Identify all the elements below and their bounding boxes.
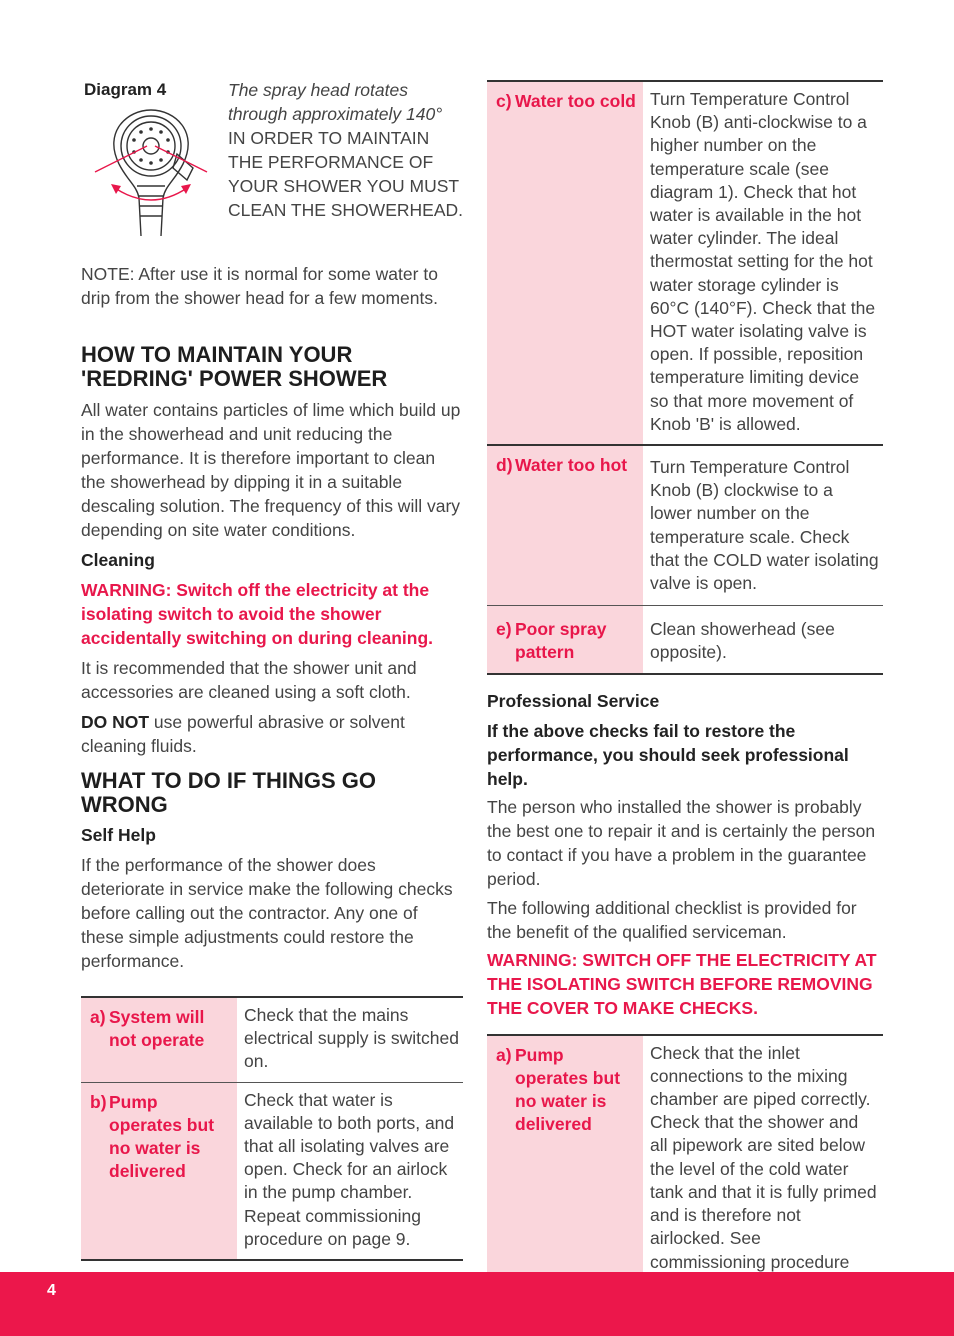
page-footer: [0, 1272, 954, 1336]
issue-label: Pump operates but no water is delivered: [515, 1044, 621, 1135]
table-row: [487, 1035, 883, 1306]
table-row: [487, 606, 883, 674]
fix-cell: Check that the mains electrical supply is switched on.: [244, 1005, 459, 1072]
issue-letter: a): [496, 1044, 512, 1065]
issue-letter: a): [90, 1007, 106, 1027]
issue-label: Water too hot: [515, 455, 628, 476]
issue-cell: [487, 606, 643, 674]
fix-cell: Check that water is available to both ports, and that all isolating valves are open. Check for an airlock in the pump chamber. Repeat commissioning procedure on page 9.: [244, 1089, 455, 1249]
issue-letter: e): [496, 619, 512, 640]
maintain-intro: All water contains particles of lime which build up in the showerhead and unit reducing the performance. It is therefore important to clean the showerhead by dipping it in a suitable descaling solution. The frequency of this will vary depending on site water conditions.: [81, 400, 461, 540]
issue-cell: [81, 997, 237, 1082]
professional-text-1: The person who installed the shower is probably the best one to repair it and is certainly the person to contact if you have a problem in the guarantee period.: [487, 796, 876, 889]
fix-cell: Check that the inlet connections to the mixing chamber are piped correctly. Check that the shower and all pipework are sited below the level of the cold water tank and that it is fully primed and is therefore not airlocked. See commissioning procedure: [650, 1042, 877, 1272]
table-row: [487, 445, 883, 606]
left-column: [81, 78, 463, 1261]
professional-text-2: The following additional checklist is provided for the benefit of the qualified serviceman.: [487, 897, 857, 942]
table-row: [81, 1082, 463, 1260]
issue-label: System will not operate: [109, 1007, 205, 1051]
service-table: [487, 1034, 883, 1307]
diagram-caption: The spray head rotates through approximately 140°: [228, 80, 443, 124]
self-help-text: If the performance of the shower does deteriorate in service make the following checks before calling out the contractor. Any one of these simple adjustments could restore the performance.: [81, 855, 453, 971]
wrong-heading: WHAT TO DO IF THINGS GO WRONG: [81, 768, 376, 817]
note-text: NOTE: After use it is normal for some water to drip from the shower head for a few moments.: [81, 264, 438, 308]
issue-cell: [81, 1082, 237, 1260]
professional-bold-text: If the above checks fail to restore the performance, you should seek professional help.: [487, 720, 849, 789]
issue-letter: c): [496, 91, 512, 111]
right-column: [487, 80, 883, 1307]
showerhead-diagram-icon: [89, 106, 215, 238]
diagram-4: [81, 78, 463, 238]
issue-letter: b): [90, 1091, 107, 1112]
self-help-heading: Self Help: [81, 825, 156, 845]
fix-cell: Turn Temperature Control Knob (B) clockwise to a lower number on the temperature scale. Check that the COLD water isolating valve is open.: [650, 457, 879, 594]
issue-label: Water too cold: [515, 91, 636, 111]
issue-cell: [487, 81, 643, 445]
do-not-rest: use powerful abrasive or solvent cleaning fluids.: [81, 712, 405, 756]
issue-letter: d): [496, 455, 513, 476]
maintain-heading: HOW TO MAINTAIN YOUR 'REDRING' POWER SHOWER: [81, 342, 388, 391]
table-row: [81, 997, 463, 1082]
table-row: [487, 81, 883, 445]
page-number: 4: [47, 1282, 56, 1299]
cleaning-warning: WARNING: Switch off the electricity at the isolating switch to avoid the shower accidentally switching on during cleaning.: [81, 580, 433, 648]
issue-cell: [487, 445, 643, 606]
fix-cell: Turn Temperature Control Knob (B) anti-clockwise to a higher number on the temperature scale (see diagram 1). Check that hot water is available in the hot water cylinder. The ideal thermostat setting for the hot water storage cylinder is 60°C (140°F). Check that the HOT water isolating valve is open. If possible, reposition temperature limiting device so that more movement of Knob 'B' is allowed.: [650, 89, 876, 434]
diagram-figure: [81, 78, 228, 238]
diagram-label: Diagram 4: [84, 80, 167, 99]
diagram-text: [228, 78, 463, 238]
professional-heading: Professional Service: [487, 690, 660, 711]
do-not-text: [81, 710, 463, 758]
self-help-table: [81, 996, 463, 1261]
diagram-instruction: IN ORDER TO MAINTAIN THE PERFORMANCE OF YOUR SHOWER YOU MUST CLEAN THE SHOWERHEAD.: [228, 128, 463, 220]
cleaning-heading: Cleaning: [81, 550, 155, 570]
issue-label: Pump operates but no water is delivered: [109, 1091, 215, 1182]
issue-label: Poor spray pattern: [515, 619, 607, 663]
do-not-label: DO NOT: [81, 712, 150, 732]
troubleshooting-table: [487, 80, 883, 675]
cleaning-recommendation: It is recommended that the shower unit and accessories are cleaned using a soft cloth.: [81, 658, 417, 702]
issue-cell: [487, 1035, 643, 1306]
professional-warning: WARNING: SWITCH OFF THE ELECTRICITY AT THE ISOLATING SWITCH BEFORE REMOVING THE COVER TO MAKE CHECKS.: [487, 949, 877, 1018]
fix-cell: Clean showerhead (see opposite).: [650, 619, 835, 663]
